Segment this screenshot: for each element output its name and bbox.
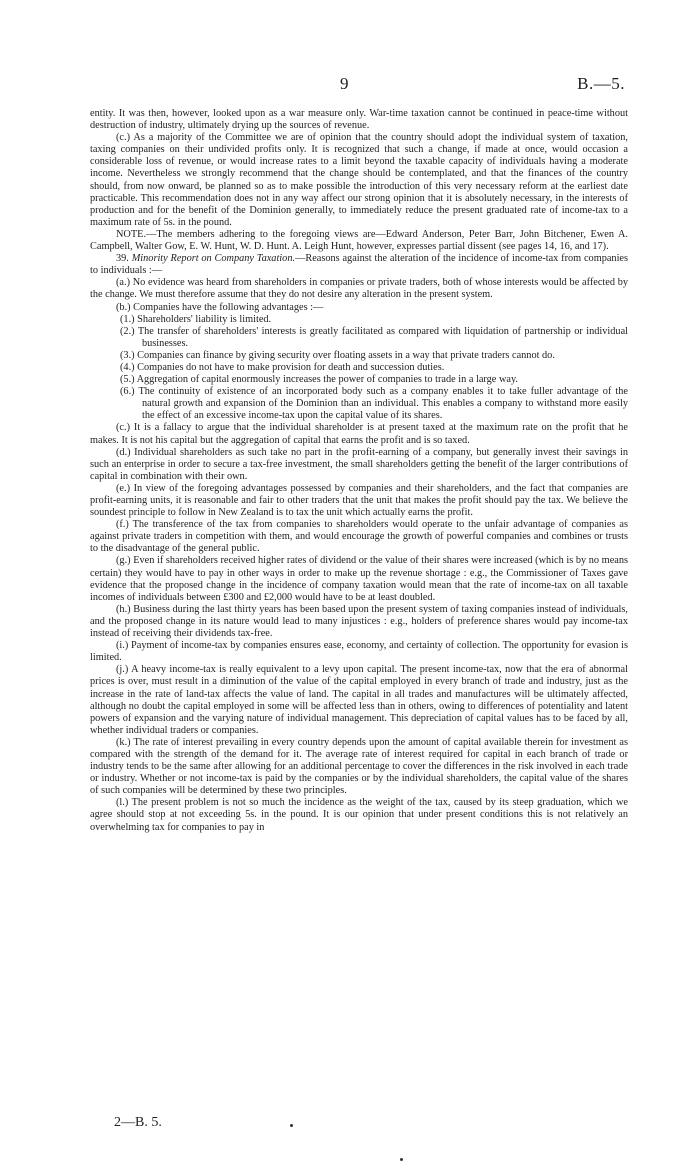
paragraph-g: (g.) Even if shareholders received higher rates of dividend or the value of their shares were increased (which is by no means certain) they would have to pay in other ways in order to make up the revenue shortage : e.g., the Commissioner of Taxes gave evidence that the proposed change in the incidence of company taxation would mean that the rate of income-tax on all taxable incomes of individuals between £300 and £2,000 would have to be at least doubled. bbox=[90, 555, 628, 603]
section-title: Minority Report on Company Taxation. bbox=[131, 253, 296, 265]
page-header bbox=[0, 74, 700, 98]
section-intro: —Reasons against the alteration of the incidence of income-tax from companies to individuals :— bbox=[90, 253, 629, 277]
paragraph-continuation: entity. It was then, however, looked upon as a war measure only. War-time taxation cannot be continued in peace-time without destruction of industry, ultimately drying up the sources of revenue. bbox=[90, 108, 628, 132]
paragraph-b: (b.) Companies have the following advantages :— bbox=[116, 301, 324, 313]
paragraph-d: (d.) Individual shareholders as such take no part in the profit-earning of a company, but generally invest their savings in such an enterprise in order to secure a tax-free investment, the small shareholders getting the benefit of the larger contributions of capital in combination with their own. bbox=[90, 446, 628, 482]
paragraph-h: (h.) Business during the last thirty years has been based upon the present system of taxing companies instead of individuals, and the proposed change in its nature would lead to many injustices : e.g., holders of preference shares would pay income-tax instead of receiving their dividends tax-free. bbox=[90, 603, 628, 640]
paragraph-note: NOTE.—The members adhering to the foregoing views are—Edward Anderson, Peter Barr, John Bitchener, Ewen A. Campbell, Walter Gow, E. W. Hunt, W. D. Hunt. A. Leigh Hunt, however, expresses partial dissent (see pages 14, 16, and 17). bbox=[90, 228, 628, 253]
paragraph-e: (e.) In view of the foregoing advantages possessed by companies and their shareholders, and the fact that companies are profit-earning units, it is reasonable and fair to other traders that the unit that makes the profit should pay the tax. We believe the soundest principle to follow in New Zealand is to tax the unit which actually earns the profit. bbox=[90, 482, 628, 519]
list-item-2: (2.) The transfer of shareholders' interests is greatly facilitated as compared with liquidation of partnership or individual businesses. bbox=[120, 325, 628, 349]
list-item-4: (4.) Companies do not have to make provision for death and succession duties. bbox=[120, 361, 445, 373]
section-39-heading bbox=[90, 253, 628, 277]
page-number: 9 bbox=[340, 74, 349, 93]
list-item-3: (3.) Companies can finance by giving security over floating assets in a way that private traders cannot do. bbox=[120, 349, 555, 361]
paragraph-k: (k.) The rate of interest prevailing in every country depends upon the amount of capital available therein for investment as compared with the strength of the demand for it. The average rate of interest required for capital in each branch of trade or industry tends to be the same after allowing for an additional percentage to cover the differences in the risk involved in each trade or industry. Whether or not income-tax is paid by the companies or by the individual shareholders, the capital value of the shares of such companies will be determined by these two principles. bbox=[90, 736, 628, 797]
list-item-5: (5.) Aggregation of capital enormously increases the power of companies to trade in a large way. bbox=[120, 374, 519, 386]
signature-mark: 2—B. 5. bbox=[114, 1115, 162, 1130]
list-item-6: (6.) The continuity of existence of an incorporated body such as a company enables it to take fuller advantage of the natural growth and expansion of the Dominion than an individual. This enables a company to withstand more easily the effect of an excessive income-tax upon the capital value of its shares. bbox=[120, 386, 628, 422]
paragraph-c: (c.) It is a fallacy to argue that the individual shareholder is at present taxed at the maximum rate on the profit that he makes. It is not his capital but the aggregation of capital that earns the profit and is so taxed. bbox=[90, 422, 628, 446]
print-speck bbox=[290, 1124, 293, 1127]
print-speck bbox=[400, 1158, 403, 1161]
body-text bbox=[90, 108, 628, 834]
paragraph-j: (j.) A heavy income-tax is really equivalent to a levy upon capital. The present income-tax, now that the era of abnormal prices is over, must result in a diminution of the value of the capital employed in every branch of trade and industry, just as the increase in the rate of land-tax affects the value of land. The capital in all trades and manufactures will be ultimately affected, although no doubt the capital employed in some will be affected less than in others, owing to differences of potentiality and latent powers of expansion and the varying nature of individual management. This depreciation of capital values has to be faced by all, whether individual traders or companies. bbox=[90, 664, 628, 736]
section-number: 39. bbox=[116, 253, 129, 265]
paragraph-a: (a.) No evidence was heard from shareholders in companies or private traders, both of whose interests would be affected by the change. We must therefore assume that they do not desire any alteration in the present system. bbox=[90, 277, 628, 301]
paragraph-f: (f.) The transference of the tax from companies to shareholders would operate to the unfair advantage of companies as against private traders in competition with them, and would encourage the growth of powerful companies and combines or trusts to the disadvantage of the general public. bbox=[90, 519, 628, 555]
paragraph-i: (i.) Payment of income-tax by companies ensures ease, economy, and certainty of collection. The opportunity for evasion is limited. bbox=[90, 640, 628, 664]
paragraph-c-majority: (c.) As a majority of the Committee we are of opinion that the country should adopt the individual system of taxation, taxing companies on their undivided profits only. It is recognized that such a change, if made at once, would occasion a considerable loss of revenue, or would increase rates to a limit beyond the taxable capacity of individuals having a moderate income. Nevertheless we strongly recommend that the change should be contemplated, and that the finances of the country should, from now onward, be planned so as to make possible the introduction of this very necessary reform at the earliest date practicable. This recommendation does not in any way affect our strong opinion that it is absolutely necessary, in the interests of production and for the benefit of the Dominion generally, to immediately reduce the present graduated rate of income-tax to a maximum rate of 5s. in the pound. bbox=[90, 132, 628, 228]
series-code: B.—5. bbox=[577, 74, 625, 93]
paragraph-l: (l.) The present problem is not so much the incidence as the weight of the tax, caused by its steep graduation, which we agree should stop at not exceeding 5s. in the pound. It is our opinion that under present conditions this is not relatively an overwhelming tax for companies to pay in bbox=[90, 797, 628, 833]
list-item-1: (1.) Shareholders' liability is limited. bbox=[120, 313, 272, 325]
